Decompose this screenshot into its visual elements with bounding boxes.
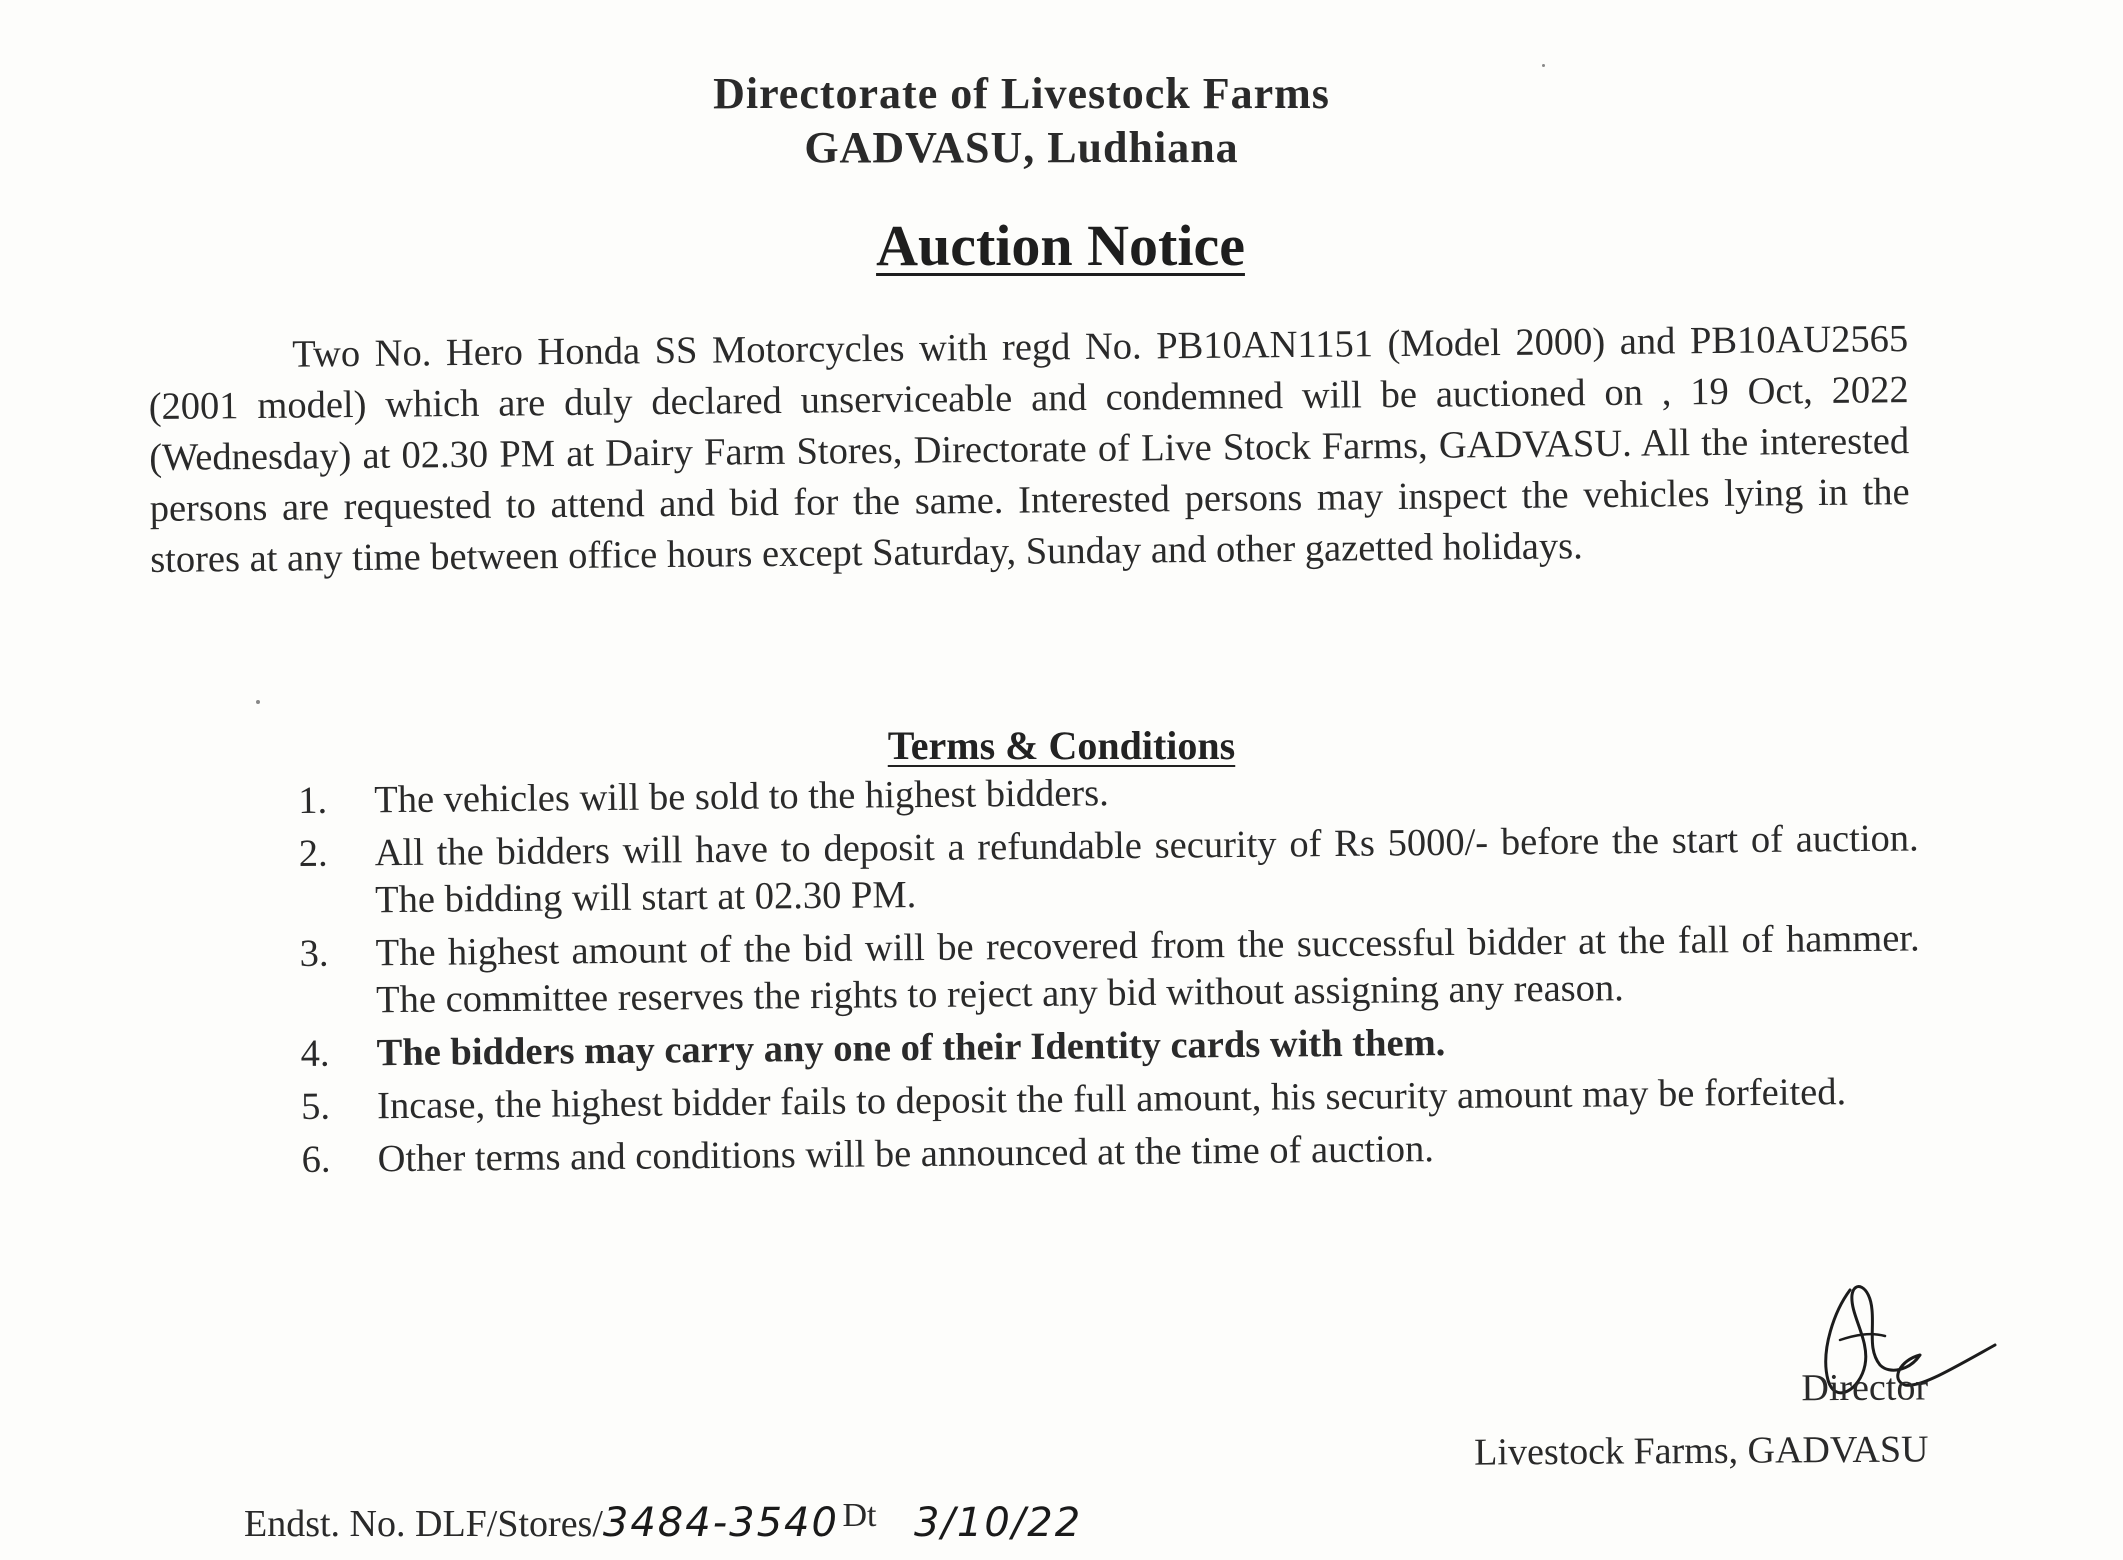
term-number: 1. bbox=[298, 779, 328, 822]
scan-speck bbox=[1542, 64, 1545, 67]
term-number: 5. bbox=[300, 1085, 331, 1128]
term-text: Other terms and conditions will be announced at the time of auction. bbox=[377, 1128, 1435, 1181]
term-item bbox=[299, 815, 1920, 925]
term-item bbox=[301, 1068, 1921, 1131]
notice-body: Two No. Hero Honda SS Motorcycles with regd No. PB10AN1151 (Model 2000) and PB10AU2565 (2001 model) which are duly declared unserviceable and condemned will be auctioned on , 19 Oct, 2022 (Wednesday) at 02.30 PM at Dairy Farm Stores, Directorate of Live Stock Farms, GADVASU. All the interested persons are requested to attend and bid for the same. Interested persons may inspect the vehicles lying in the stores at any time between office hours except Saturday, Sunday and other gazetted holidays. bbox=[148, 317, 1910, 581]
term-item bbox=[301, 1121, 1921, 1184]
title-text: Auction Notice bbox=[876, 213, 1245, 278]
term-text: Incase, the highest bidder fails to deposit the full amount, his security amount may be forfeited. bbox=[376, 1071, 1847, 1128]
term-number: 2. bbox=[298, 832, 328, 875]
term-text: The bidders may carry any one of their Identity cards with them. bbox=[376, 1022, 1446, 1075]
scan-speck bbox=[256, 700, 260, 704]
signature-block bbox=[1473, 1356, 1928, 1483]
term-number: 4. bbox=[300, 1032, 330, 1075]
term-item bbox=[298, 762, 1918, 825]
endorsement-line bbox=[244, 1497, 1083, 1546]
term-number: 6. bbox=[301, 1138, 331, 1181]
term-number: 3. bbox=[299, 932, 329, 975]
page-title bbox=[0, 212, 2123, 279]
endorsement-date: 3/10/22 bbox=[913, 1500, 1083, 1546]
term-text: All the bidders will have to deposit a refundable security of Rs 5000/- before the start of auction. The bidding will start at 02.30 PM. bbox=[374, 817, 1919, 922]
term-item bbox=[300, 1015, 1920, 1078]
endorsement-number: 3484-3540 bbox=[602, 1500, 839, 1546]
endorsement-dt-label: Dt bbox=[842, 1497, 877, 1534]
header-directorate: Directorate of Livestock Farms bbox=[713, 69, 1330, 118]
term-item bbox=[299, 915, 1920, 1025]
term-text: The highest amount of the bid will be recovered from the successful bidder at the fall of hammer. The committee reserves the rights to reject any bid without assigning any reason. bbox=[375, 917, 1920, 1022]
header-university: GADVASU, Ludhiana bbox=[804, 123, 1239, 172]
signatory-title: Director bbox=[1801, 1366, 1928, 1410]
signatory-organization: Livestock Farms, GADVASU bbox=[1473, 1428, 1929, 1474]
terms-heading-text: Terms & Conditions bbox=[887, 723, 1236, 768]
terms-heading bbox=[0, 722, 2123, 769]
endorsement-prefix: Endst. No. DLF/Stores/ bbox=[244, 1503, 603, 1545]
terms-list bbox=[298, 762, 1922, 1190]
term-text: The vehicles will be sold to the highest bidders. bbox=[374, 772, 1109, 822]
